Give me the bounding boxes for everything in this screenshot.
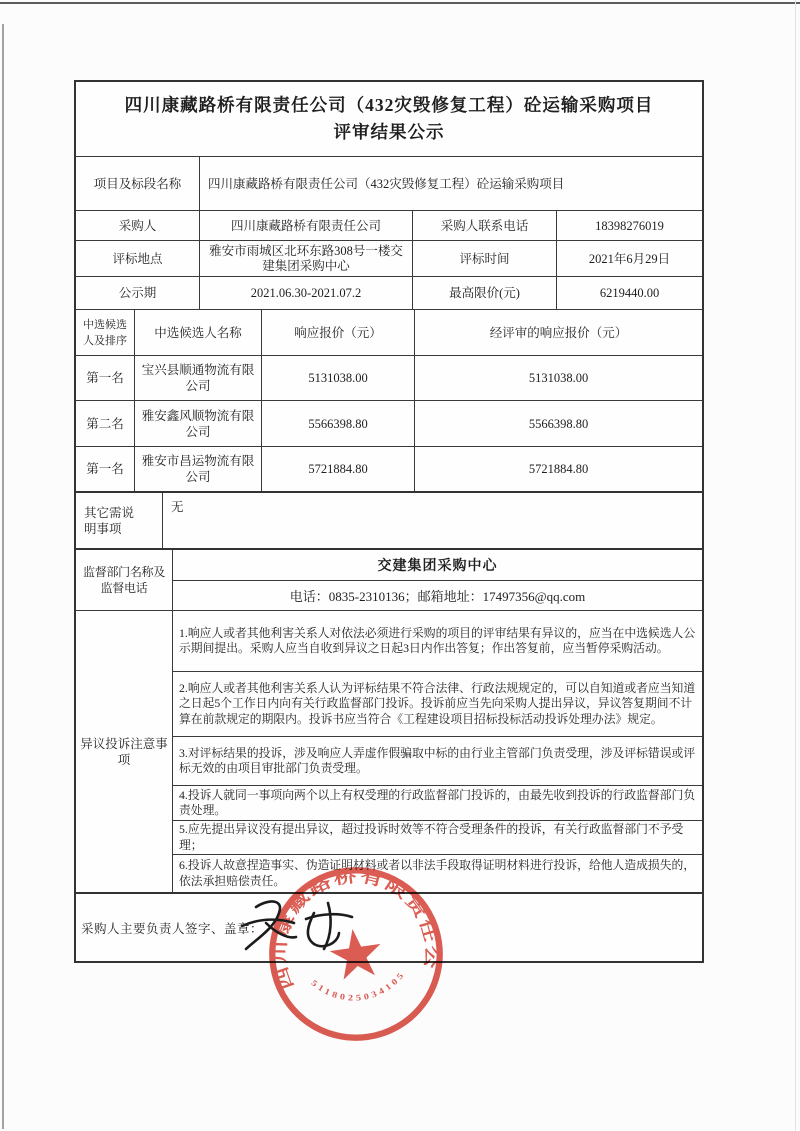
candidate-row-1 [76, 355, 702, 400]
candidate-3-rank: 第一名 [86, 462, 124, 476]
objection-item-6: 6.投诉人故意捏造事实、伪造证明材料或者以非法手段取得证明材料进行投诉，给他人造成损失的，依法承担赔偿责任。 [173, 854, 702, 892]
publicity-label: 公示期 [118, 286, 157, 300]
buyer-phone-label: 采购人联系电话 [412, 211, 556, 240]
seal-company-text: 四川康藏路桥有限责任公司 [270, 866, 442, 992]
eval-time-label: 评标时间 [412, 241, 556, 276]
candidate-2-rank: 第二名 [86, 416, 124, 431]
candidate-3-evaluated: 5721884.80 [414, 447, 702, 491]
header-name: 中选候选人名称 [134, 310, 261, 355]
buyer-label: 采购人 [118, 218, 157, 233]
objection-item-4: 4.投诉人就同一事项向两个以上有权受理的行政监督部门投诉的，由最先收到投诉的行政监督部门负责处理。 [173, 785, 702, 820]
scan-edge-right [795, 0, 796, 1131]
document-title [76, 82, 702, 156]
candidate-2-evaluated: 5566398.80 [414, 401, 702, 446]
scan-edge-left [2, 24, 4, 1129]
publicity-value: 2021.06.30-2021.07.2 [199, 277, 412, 309]
candidate-2-name: 雅安鑫风顺物流有限公司 [134, 401, 261, 446]
other-notes-row [76, 491, 702, 548]
supervisor-row [76, 548, 702, 610]
candidate-1-evaluated: 5131038.00 [414, 356, 702, 400]
candidate-1-rank: 第一名 [86, 371, 124, 385]
candidates-header-row [76, 309, 702, 355]
buyer-value: 四川康藏路桥有限责任公司 [199, 211, 412, 240]
header-price: 响应报价（元） [261, 310, 414, 355]
supervisor-name: 交建集团采购中心 [377, 558, 498, 574]
max-price-label: 最高限价(元) [412, 277, 556, 309]
supervisor-content [172, 550, 702, 610]
candidate-3-price: 5721884.80 [261, 447, 414, 491]
announcement-table [74, 80, 704, 963]
title-line-2: 评审结果公示 [333, 122, 445, 142]
title-line-1: 四川康藏路桥有限责任公司（432灾毁修复工程）砼运输采购项目 [124, 95, 654, 115]
objection-item-1: 1.响应人或者其他利害关系人对依法必须进行采购的项目的评审结果有异议的，应当在中选候选人公示期间提出。采购人应当自收到异议之日起3日内作出答复；作出答复前，应当暂停采购活动。 [179, 625, 696, 655]
project-value: 四川康藏路桥有限责任公司（432灾毁修复工程）砼运输采购项目 [199, 157, 702, 210]
header-rank: 中选候选人及排序 [83, 318, 127, 347]
objection-section [76, 610, 702, 892]
other-notes-label: 其它需说明事项 [84, 505, 135, 536]
other-notes-value: 无 [162, 493, 702, 548]
objection-items [172, 611, 702, 892]
candidate-1-price: 5131038.00 [261, 356, 414, 400]
eval-place-row [76, 240, 702, 276]
seal-serial-number: 5118025034105 [309, 969, 407, 1003]
scan-edge-top [0, 2, 800, 4]
objection-item-3: 3.对评标结果的投诉，涉及响应人弄虚作假骗取中标的由行业主管部门负责受理，涉及评标错误或评标无效的由项目审批部门负责受理。 [173, 736, 702, 785]
candidate-row-3 [76, 446, 702, 491]
objection-label: 异议投诉注意事项 [80, 736, 168, 767]
max-price-value: 6219440.00 [556, 277, 702, 309]
candidate-2-price: 5566398.80 [261, 401, 414, 446]
candidate-1-name: 宝兴县顺通物流有限公司 [134, 356, 261, 400]
candidate-row-2 [76, 400, 702, 446]
buyer-row [76, 210, 702, 240]
supervisor-label: 监督部门名称及监督电话 [83, 565, 165, 595]
supervisor-contact: 电话：0835-2310136；邮箱地址：17497356@qq.com [173, 580, 702, 611]
objection-item-2: 2.响应人或者其他利害关系人认为评标结果不符合法律、行政法规规定的，可以自知道或者应当知道之日起5个工作日内向有关行政监督部门投诉。投诉前应当先向采购人提出异议，异议答复期间不计算在前款规定的期限内。投诉书应当符合《工程建设项目招标投标活动投诉处理办法》规定。 [173, 671, 702, 736]
svg-text:5118025034105 [309, 965, 411, 1009]
project-label: 项目及标段名称 [93, 176, 182, 191]
candidate-3-name: 雅安市昌运物流有限公司 [134, 447, 261, 491]
header-evaluated-price: 经评审的响应报价（元） [414, 310, 702, 355]
eval-place-label: 评标地点 [112, 251, 163, 266]
handwritten-signature [236, 893, 376, 965]
buyer-phone-value: 18398276019 [556, 211, 702, 240]
publicity-row [76, 276, 702, 309]
eval-time-value: 2021年6月29日 [556, 241, 702, 276]
project-row [76, 156, 702, 210]
eval-place-value: 雅安市雨城区北环东路308号一楼交建集团采购中心 [199, 241, 412, 276]
objection-item-5: 5.应先提出异议没有提出异议，超过投诉时效等不符合受理条件的投诉，有关行政监督部门不予受理； [173, 820, 702, 854]
signature-label: 采购人主要负责人签字、盖章： [81, 921, 264, 936]
